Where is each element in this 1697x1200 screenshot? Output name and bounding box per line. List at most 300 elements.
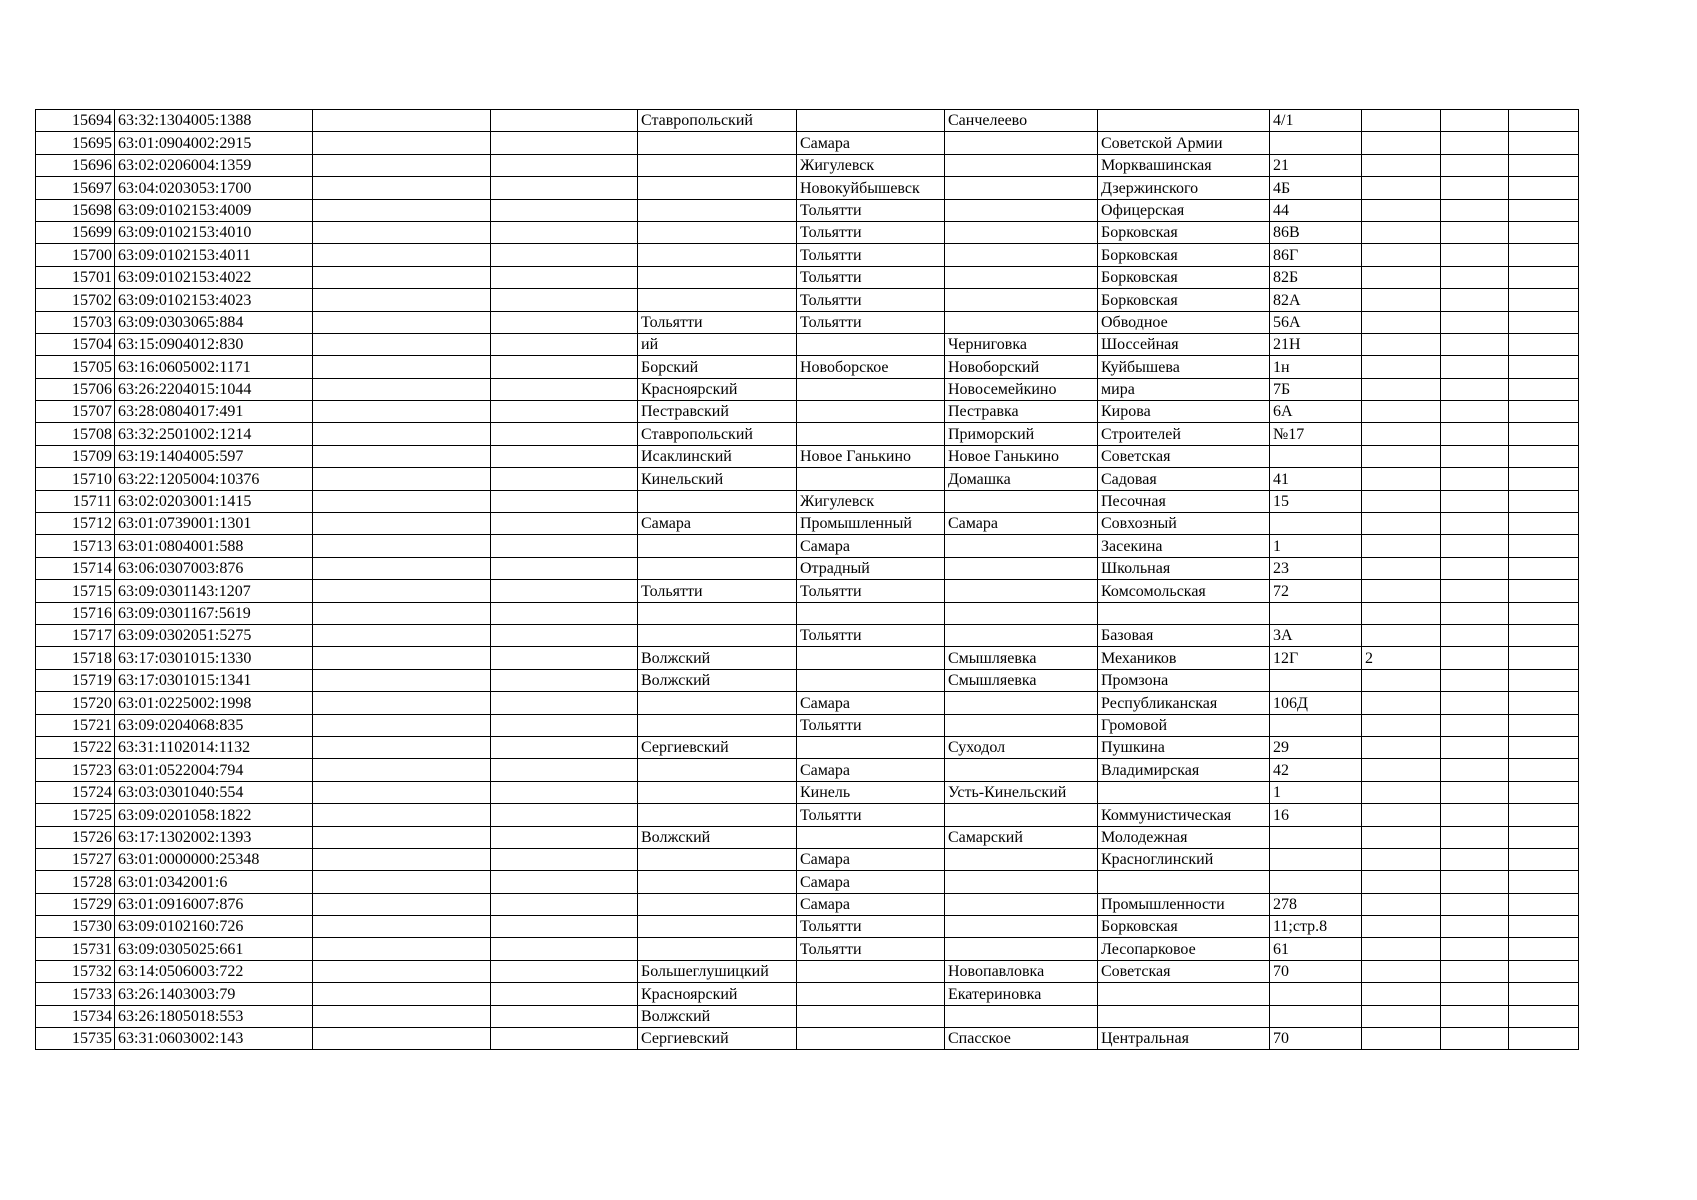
col-11-cell — [1441, 647, 1509, 669]
district-cell — [638, 871, 797, 893]
cadastral-number-cell: 63:09:0201058:1822 — [115, 804, 313, 826]
col-4-cell — [491, 871, 638, 893]
table-row — [36, 983, 1579, 1005]
street-cell: Промышленности — [1098, 893, 1270, 915]
col-10-cell — [1362, 244, 1441, 266]
house-cell: 1 — [1270, 781, 1362, 803]
col-11-cell — [1441, 445, 1509, 467]
city-cell: Тольятти — [797, 804, 945, 826]
settlement-cell: Новопавловка — [945, 960, 1098, 982]
district-cell — [638, 602, 797, 624]
col-10-cell — [1362, 580, 1441, 602]
district-cell — [638, 893, 797, 915]
district-cell — [638, 714, 797, 736]
settlement-cell — [945, 132, 1098, 154]
row-number-cell: 15723 — [36, 759, 115, 781]
col-10-cell — [1362, 311, 1441, 333]
district-cell — [638, 692, 797, 714]
district-cell: Ставропольский — [638, 110, 797, 132]
row-number-cell: 15709 — [36, 445, 115, 467]
house-cell: 72 — [1270, 580, 1362, 602]
col-11-cell — [1441, 983, 1509, 1005]
row-number-cell: 15711 — [36, 490, 115, 512]
street-cell — [1098, 871, 1270, 893]
col-10-cell — [1362, 199, 1441, 221]
city-cell: Новое Ганькино — [797, 445, 945, 467]
row-number-cell: 15706 — [36, 378, 115, 400]
district-cell: Исаклинский — [638, 445, 797, 467]
col-10-cell — [1362, 893, 1441, 915]
district-cell — [638, 804, 797, 826]
row-number-cell: 15727 — [36, 848, 115, 870]
col-11-cell — [1441, 692, 1509, 714]
settlement-cell — [945, 893, 1098, 915]
col-11-cell — [1441, 781, 1509, 803]
row-number-cell: 15729 — [36, 893, 115, 915]
row-number-cell: 15732 — [36, 960, 115, 982]
settlement-cell: Санчелеево — [945, 110, 1098, 132]
row-number-cell: 15713 — [36, 535, 115, 557]
table-row — [36, 669, 1579, 691]
street-cell: Засекина — [1098, 535, 1270, 557]
row-number-cell: 15696 — [36, 154, 115, 176]
cadastral-number-cell: 63:26:1805018:553 — [115, 1005, 313, 1027]
col-10-cell — [1362, 423, 1441, 445]
district-cell — [638, 221, 797, 243]
cadastral-number-cell: 63:26:2204015:1044 — [115, 378, 313, 400]
house-cell — [1270, 602, 1362, 624]
col-3-cell — [313, 848, 491, 870]
settlement-cell — [945, 154, 1098, 176]
table-row — [36, 848, 1579, 870]
settlement-cell — [945, 535, 1098, 557]
house-cell — [1270, 445, 1362, 467]
city-cell — [797, 333, 945, 355]
street-cell: мира — [1098, 378, 1270, 400]
table-row — [36, 378, 1579, 400]
district-cell — [638, 289, 797, 311]
col-12-cell — [1509, 871, 1579, 893]
street-cell — [1098, 983, 1270, 1005]
city-cell — [797, 736, 945, 758]
house-cell: 21Н — [1270, 333, 1362, 355]
table-row — [36, 132, 1579, 154]
street-cell — [1098, 110, 1270, 132]
col-4-cell — [491, 826, 638, 848]
settlement-cell — [945, 916, 1098, 938]
col-3-cell — [313, 557, 491, 579]
cadastral-number-cell: 63:17:1302002:1393 — [115, 826, 313, 848]
settlement-cell — [945, 938, 1098, 960]
house-cell: 82Б — [1270, 266, 1362, 288]
street-cell: Совхозный — [1098, 513, 1270, 535]
col-3-cell — [313, 938, 491, 960]
house-cell: 86Г — [1270, 244, 1362, 266]
district-cell — [638, 154, 797, 176]
house-cell: №17 — [1270, 423, 1362, 445]
table-row — [36, 423, 1579, 445]
col-4-cell — [491, 669, 638, 691]
cadastral-number-cell: 63:09:0102153:4010 — [115, 221, 313, 243]
table-row — [36, 154, 1579, 176]
col-4-cell — [491, 468, 638, 490]
col-10-cell — [1362, 692, 1441, 714]
col-10-cell — [1362, 1005, 1441, 1027]
row-number-cell: 15725 — [36, 804, 115, 826]
col-12-cell — [1509, 513, 1579, 535]
col-3-cell — [313, 624, 491, 646]
col-12-cell — [1509, 333, 1579, 355]
col-11-cell — [1441, 401, 1509, 423]
city-cell: Самара — [797, 692, 945, 714]
row-number-cell: 15720 — [36, 692, 115, 714]
col-3-cell — [313, 647, 491, 669]
col-12-cell — [1509, 177, 1579, 199]
col-3-cell — [313, 490, 491, 512]
district-cell — [638, 916, 797, 938]
col-10-cell — [1362, 669, 1441, 691]
cadastral-number-cell: 63:09:0303065:884 — [115, 311, 313, 333]
district-cell: Борский — [638, 356, 797, 378]
row-number-cell: 15717 — [36, 624, 115, 646]
col-12-cell — [1509, 580, 1579, 602]
col-4-cell — [491, 692, 638, 714]
settlement-cell: Суходол — [945, 736, 1098, 758]
col-11-cell — [1441, 893, 1509, 915]
col-4-cell — [491, 513, 638, 535]
col-3-cell — [313, 893, 491, 915]
row-number-cell: 15694 — [36, 110, 115, 132]
col-3-cell — [313, 669, 491, 691]
col-12-cell — [1509, 132, 1579, 154]
table-row — [36, 177, 1579, 199]
district-cell: Ставропольский — [638, 423, 797, 445]
col-4-cell — [491, 1005, 638, 1027]
house-cell — [1270, 848, 1362, 870]
street-cell: Промзона — [1098, 669, 1270, 691]
col-3-cell — [313, 602, 491, 624]
cadastral-number-cell: 63:01:0342001:6 — [115, 871, 313, 893]
district-cell: Кинельский — [638, 468, 797, 490]
col-3-cell — [313, 513, 491, 535]
city-cell: Самара — [797, 893, 945, 915]
table-row — [36, 199, 1579, 221]
settlement-cell: Пестравка — [945, 401, 1098, 423]
col-4-cell — [491, 110, 638, 132]
col-10-cell — [1362, 804, 1441, 826]
district-cell: Большеглушицкий — [638, 960, 797, 982]
col-12-cell — [1509, 714, 1579, 736]
col-3-cell — [313, 580, 491, 602]
city-cell: Тольятти — [797, 916, 945, 938]
col-12-cell — [1509, 468, 1579, 490]
city-cell — [797, 468, 945, 490]
col-3-cell — [313, 244, 491, 266]
city-cell — [797, 110, 945, 132]
district-cell: Красноярский — [638, 378, 797, 400]
col-12-cell — [1509, 154, 1579, 176]
street-cell — [1098, 781, 1270, 803]
cadastral-number-cell: 63:14:0506003:722 — [115, 960, 313, 982]
col-4-cell — [491, 356, 638, 378]
table-row — [36, 736, 1579, 758]
row-number-cell: 15718 — [36, 647, 115, 669]
cadastral-number-cell: 63:01:0804001:588 — [115, 535, 313, 557]
city-cell — [797, 983, 945, 1005]
row-number-cell: 15701 — [36, 266, 115, 288]
col-3-cell — [313, 423, 491, 445]
table-row — [36, 244, 1579, 266]
house-cell — [1270, 513, 1362, 535]
col-11-cell — [1441, 513, 1509, 535]
col-12-cell — [1509, 221, 1579, 243]
district-cell: Тольятти — [638, 580, 797, 602]
col-10-cell — [1362, 848, 1441, 870]
table-row — [36, 580, 1579, 602]
city-cell — [797, 647, 945, 669]
col-3-cell — [313, 960, 491, 982]
city-cell: Самара — [797, 535, 945, 557]
house-cell — [1270, 983, 1362, 1005]
col-10-cell — [1362, 602, 1441, 624]
row-number-cell: 15734 — [36, 1005, 115, 1027]
col-10-cell — [1362, 221, 1441, 243]
cadastral-number-cell: 63:09:0204068:835 — [115, 714, 313, 736]
row-number-cell: 15704 — [36, 333, 115, 355]
col-12-cell — [1509, 781, 1579, 803]
settlement-cell: Усть-Кинельский — [945, 781, 1098, 803]
table-row — [36, 1005, 1579, 1027]
col-4-cell — [491, 960, 638, 982]
row-number-cell: 15714 — [36, 557, 115, 579]
col-11-cell — [1441, 423, 1509, 445]
row-number-cell: 15735 — [36, 1028, 115, 1050]
col-10-cell — [1362, 445, 1441, 467]
city-cell — [797, 1005, 945, 1027]
city-cell — [797, 378, 945, 400]
settlement-cell: Самарский — [945, 826, 1098, 848]
house-cell: 70 — [1270, 960, 1362, 982]
col-10-cell — [1362, 714, 1441, 736]
col-12-cell — [1509, 692, 1579, 714]
house-cell — [1270, 669, 1362, 691]
table-row — [36, 333, 1579, 355]
street-cell — [1098, 1005, 1270, 1027]
city-cell: Тольятти — [797, 714, 945, 736]
house-cell — [1270, 871, 1362, 893]
cadastral-number-cell: 63:32:2501002:1214 — [115, 423, 313, 445]
street-cell: Борковская — [1098, 916, 1270, 938]
col-11-cell — [1441, 960, 1509, 982]
city-cell: Самара — [797, 132, 945, 154]
col-3-cell — [313, 535, 491, 557]
col-11-cell — [1441, 557, 1509, 579]
col-12-cell — [1509, 244, 1579, 266]
house-cell: 15 — [1270, 490, 1362, 512]
row-number-cell: 15702 — [36, 289, 115, 311]
col-11-cell — [1441, 826, 1509, 848]
col-12-cell — [1509, 960, 1579, 982]
cadastral-number-cell: 63:32:1304005:1388 — [115, 110, 313, 132]
settlement-cell: Приморский — [945, 423, 1098, 445]
col-4-cell — [491, 132, 638, 154]
street-cell: Молодежная — [1098, 826, 1270, 848]
col-12-cell — [1509, 289, 1579, 311]
col-10-cell — [1362, 401, 1441, 423]
col-4-cell — [491, 445, 638, 467]
street-cell: Лесопарковое — [1098, 938, 1270, 960]
district-cell: Тольятти — [638, 311, 797, 333]
col-11-cell — [1441, 356, 1509, 378]
col-11-cell — [1441, 244, 1509, 266]
col-12-cell — [1509, 826, 1579, 848]
col-10-cell — [1362, 154, 1441, 176]
col-10-cell — [1362, 513, 1441, 535]
col-4-cell — [491, 781, 638, 803]
street-cell — [1098, 602, 1270, 624]
col-12-cell — [1509, 378, 1579, 400]
col-12-cell — [1509, 916, 1579, 938]
table-row — [36, 311, 1579, 333]
row-number-cell: 15705 — [36, 356, 115, 378]
street-cell: Дзержинского — [1098, 177, 1270, 199]
col-11-cell — [1441, 580, 1509, 602]
cadastral-number-cell: 63:15:0904012:830 — [115, 333, 313, 355]
col-4-cell — [491, 848, 638, 870]
col-4-cell — [491, 714, 638, 736]
city-cell: Отрадный — [797, 557, 945, 579]
col-11-cell — [1441, 378, 1509, 400]
street-cell: Морквашинская — [1098, 154, 1270, 176]
city-cell: Новокуйбышевск — [797, 177, 945, 199]
cadastral-number-cell: 63:19:1404005:597 — [115, 445, 313, 467]
col-4-cell — [491, 602, 638, 624]
house-cell: 70 — [1270, 1028, 1362, 1050]
col-4-cell — [491, 736, 638, 758]
street-cell: Советской Армии — [1098, 132, 1270, 154]
row-number-cell: 15697 — [36, 177, 115, 199]
col-12-cell — [1509, 401, 1579, 423]
col-11-cell — [1441, 624, 1509, 646]
house-cell: 42 — [1270, 759, 1362, 781]
col-10-cell — [1362, 132, 1441, 154]
house-cell: 106Д — [1270, 692, 1362, 714]
col-12-cell — [1509, 848, 1579, 870]
table-row — [36, 804, 1579, 826]
col-12-cell — [1509, 311, 1579, 333]
col-10-cell — [1362, 266, 1441, 288]
col-11-cell — [1441, 1028, 1509, 1050]
col-3-cell — [313, 714, 491, 736]
settlement-cell: Новосемейкино — [945, 378, 1098, 400]
settlement-cell: Самара — [945, 513, 1098, 535]
house-cell: 12Г — [1270, 647, 1362, 669]
cadastral-number-cell: 63:01:0522004:794 — [115, 759, 313, 781]
col-4-cell — [491, 311, 638, 333]
city-cell: Самара — [797, 848, 945, 870]
district-cell — [638, 266, 797, 288]
house-cell: 11;стр.8 — [1270, 916, 1362, 938]
cadastral-number-cell: 63:09:0301167:5619 — [115, 602, 313, 624]
col-10-cell — [1362, 871, 1441, 893]
street-cell: Республиканская — [1098, 692, 1270, 714]
table-row — [36, 110, 1579, 132]
col-11-cell — [1441, 289, 1509, 311]
settlement-cell — [945, 624, 1098, 646]
row-number-cell: 15699 — [36, 221, 115, 243]
col-10-cell — [1362, 557, 1441, 579]
col-4-cell — [491, 490, 638, 512]
cadastral-number-cell: 63:03:0301040:554 — [115, 781, 313, 803]
house-cell: 23 — [1270, 557, 1362, 579]
col-12-cell — [1509, 199, 1579, 221]
city-cell — [797, 826, 945, 848]
settlement-cell — [945, 692, 1098, 714]
city-cell: Жигулевск — [797, 154, 945, 176]
house-cell: 86В — [1270, 221, 1362, 243]
district-cell: Сергиевский — [638, 1028, 797, 1050]
col-4-cell — [491, 333, 638, 355]
table-row — [36, 938, 1579, 960]
row-number-cell: 15731 — [36, 938, 115, 960]
street-cell: Комсомольская — [1098, 580, 1270, 602]
table-row — [36, 781, 1579, 803]
district-cell: Красноярский — [638, 983, 797, 1005]
street-cell: Коммунистическая — [1098, 804, 1270, 826]
house-cell — [1270, 826, 1362, 848]
city-cell: Тольятти — [797, 266, 945, 288]
house-cell: 41 — [1270, 468, 1362, 490]
col-3-cell — [313, 154, 491, 176]
col-3-cell — [313, 266, 491, 288]
settlement-cell — [945, 199, 1098, 221]
col-3-cell — [313, 289, 491, 311]
col-12-cell — [1509, 557, 1579, 579]
district-cell: Сергиевский — [638, 736, 797, 758]
house-cell: 56А — [1270, 311, 1362, 333]
settlement-cell: Черниговка — [945, 333, 1098, 355]
col-10-cell — [1362, 736, 1441, 758]
city-cell — [797, 602, 945, 624]
settlement-cell: Смышляевка — [945, 669, 1098, 691]
col-12-cell — [1509, 535, 1579, 557]
city-cell: Тольятти — [797, 624, 945, 646]
col-11-cell — [1441, 916, 1509, 938]
settlement-cell — [945, 804, 1098, 826]
house-cell: 16 — [1270, 804, 1362, 826]
col-11-cell — [1441, 1005, 1509, 1027]
col-10-cell — [1362, 490, 1441, 512]
settlement-cell — [945, 848, 1098, 870]
col-3-cell — [313, 177, 491, 199]
house-cell: 1 — [1270, 535, 1362, 557]
col-11-cell — [1441, 154, 1509, 176]
house-cell: 61 — [1270, 938, 1362, 960]
col-11-cell — [1441, 714, 1509, 736]
col-10-cell: 2 — [1362, 647, 1441, 669]
col-10-cell — [1362, 938, 1441, 960]
settlement-cell: Спасское — [945, 1028, 1098, 1050]
district-cell: Волжский — [638, 647, 797, 669]
col-10-cell — [1362, 110, 1441, 132]
settlement-cell — [945, 871, 1098, 893]
col-12-cell — [1509, 445, 1579, 467]
cadastral-number-cell: 63:09:0102160:726 — [115, 916, 313, 938]
col-12-cell — [1509, 356, 1579, 378]
cadastral-number-cell: 63:31:0603002:143 — [115, 1028, 313, 1050]
col-11-cell — [1441, 602, 1509, 624]
district-cell — [638, 490, 797, 512]
